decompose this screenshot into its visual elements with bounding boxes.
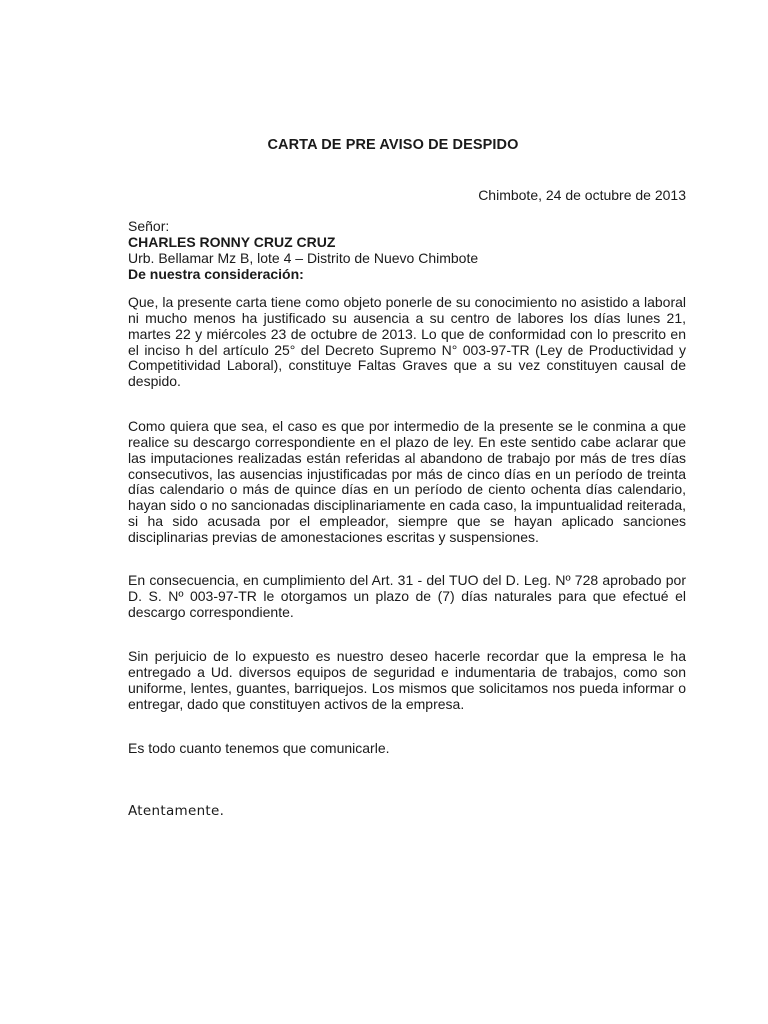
paragraph-final: Es todo cuanto tenemos que comunicarle.	[128, 740, 390, 756]
paragraph-deadline: En consecuencia, en cumplimiento del Art. 31 - del TUO del D. Leg. Nº 728 aprobado por D. S. Nº 003-97-TR le otorgamos un plazo de (7) días naturales para que efectué el descargo correspondiente.	[128, 572, 686, 620]
paragraph-charges: Como quiera que sea, el caso es que por intermedio de la presente se le conmina a que realice su descargo correspondiente en el plazo de ley. En este sentido cabe aclarar que las imputaciones realizadas están referidas al abandono de trabajo por más de tres días consecutivos, las ausencias injustificadas por más de cinco días en un período de treinta días calendario o más de quince días en un período de ciento ochenta días calendario, hayan sido o no sancionadas disciplinariamente en cada caso, la impuntualidad reiterada, si ha sido acusada por el empleador, siempre que se hayan aplicado sanciones disciplinarias previas de amonestaciones escritas y suspensiones.	[128, 418, 686, 545]
recipient-name: CHARLES RONNY CRUZ CRUZ	[128, 234, 336, 250]
closing: Atentamente.	[128, 803, 225, 819]
paragraph-equipment: Sin perjuicio de lo expuesto es nuestro deseo hacerle recordar que la empresa le ha entregado a Ud. diversos equipos de seguridad e indumentaria de trabajos, como son uniforme, lentes, guantes, barriquejos. Los mismos que solicitamos nos pueda informar o entregar, dado que constituyen activos de la empresa.	[128, 648, 686, 712]
letter-date: Chimbote, 24 de octubre de 2013	[478, 187, 686, 203]
recipient-block	[128, 218, 478, 282]
greeting: De nuestra consideración:	[128, 266, 304, 282]
paragraph-absence: Que, la presente carta tiene como objeto ponerle de su conocimiento no asistido a laboral ni mucho menos ha justificado su ausencia a su centro de labores los días lunes 21, martes 22 y miércoles 23 de octubre de 2013. Lo que de conformidad con lo prescrito en el inciso h del artículo 25° del Decreto Supremo N° 003-97-TR (Ley de Productividad y Competitividad Laboral), constituye Faltas Graves que a su vez constituyen causal de despido.	[128, 294, 686, 390]
letter-title: CARTA DE PRE AVISO DE DESPIDO	[267, 137, 519, 153]
salutation: Señor:	[128, 218, 170, 234]
recipient-address: Urb. Bellamar Mz B, lote 4 – Distrito de Nuevo Chimbote	[128, 250, 479, 266]
